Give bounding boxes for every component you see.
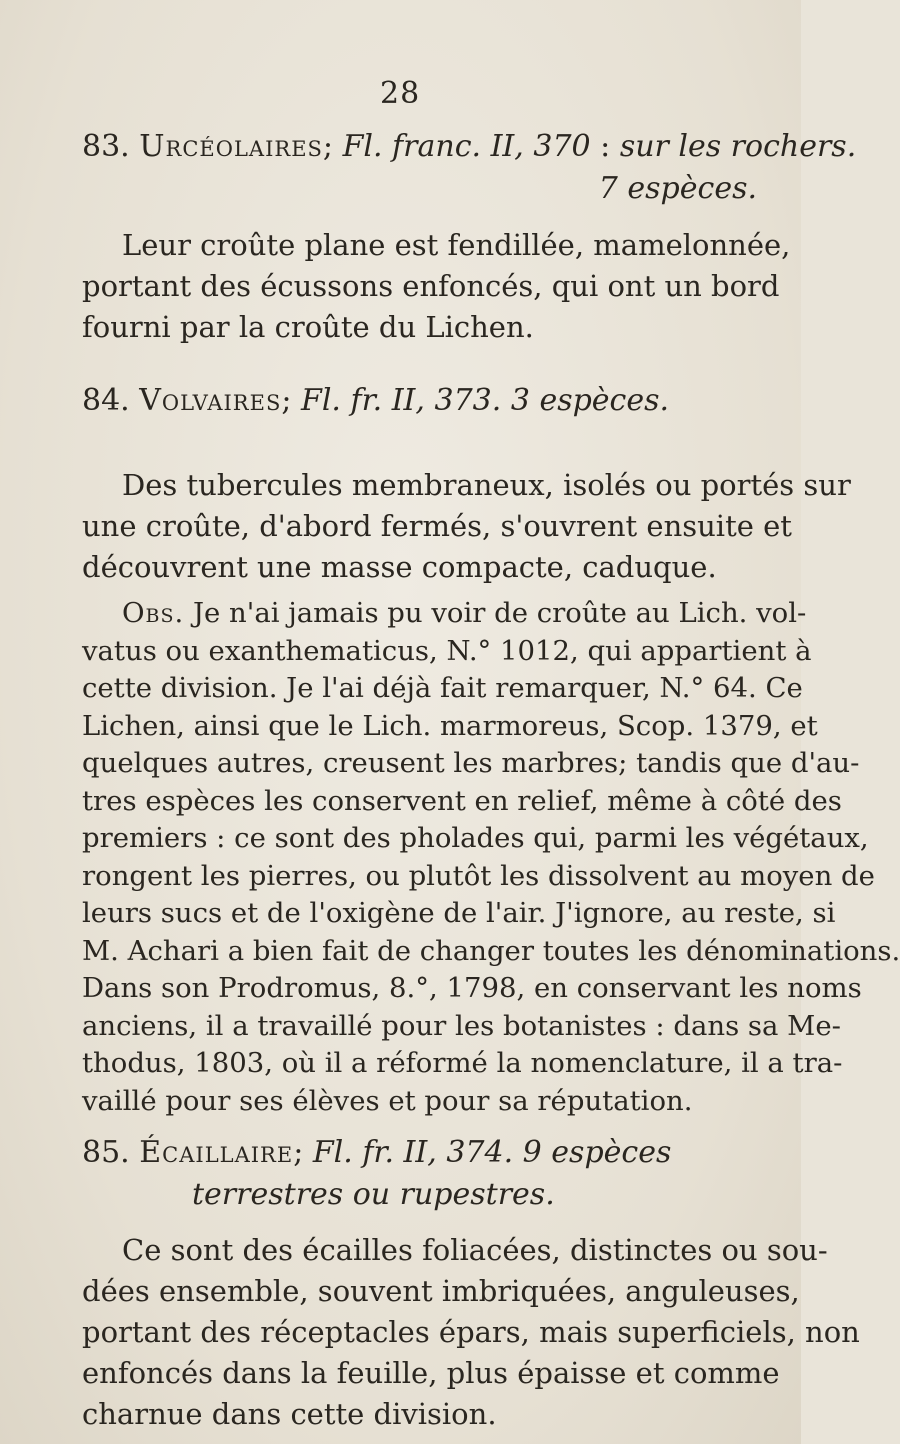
section-85-heading: 85. Écaillaire; Fl. fr. II, 374. 9 espèces terrestres ou rupestres. — [82, 1135, 672, 1212]
section-habitat: sur les rochers. — [619, 129, 857, 164]
section-reference: Fl. fr. II, 374. — [312, 1135, 514, 1170]
text-line: portant des écussons enfoncés, qui ont un bord — [82, 269, 780, 303]
text-line: tres espèces les conservent en relief, même à côté des — [82, 784, 842, 817]
page-number: 28 — [380, 76, 421, 111]
text-line: fourni par la croûte du Lichen. — [82, 310, 534, 344]
section-name: Écaillaire — [139, 1135, 294, 1170]
observation-label: Obs. — [122, 597, 185, 629]
text-line: leurs sucs et de l'oxigène de l'air. J'ignore, au reste, si — [82, 897, 836, 929]
text-line: Des tubercules membraneux, isolés ou portés sur — [122, 468, 851, 502]
text-line: Dans son Prodromus, 8.°, 1798, en conservant les noms — [82, 972, 862, 1004]
text-line: charnue dans cette division. — [82, 1397, 497, 1431]
section-species-count: 7 espèces. — [598, 171, 757, 206]
section-84-observation — [82, 595, 900, 1120]
section-habitat: terrestres ou rupestres. — [192, 1177, 555, 1212]
text-line: Je n'ai jamais pu voir de croûte au Lich. vol- — [193, 597, 807, 629]
text-line: une croûte, d'abord fermés, s'ouvrent ensuite et — [82, 509, 792, 543]
text-line: thodus, 1803, où il a réformé la nomenclature, il a tra- — [82, 1047, 843, 1079]
text-line: Lichen, ainsi que le Lich. marmoreus, Scop. 1379, et — [82, 709, 818, 742]
text-line: portant des réceptacles épars, mais superficiels, non — [82, 1315, 860, 1349]
section-name: Urcéolaires — [139, 129, 323, 164]
text-line: dées ensemble, souvent imbriquées, anguleuses, — [82, 1274, 800, 1308]
section-number: 85. — [82, 1135, 130, 1170]
section-species-count: 9 espèces — [522, 1135, 672, 1170]
text-line: vaillé pour ses élèves et pour sa réputation. — [82, 1084, 693, 1117]
text-line: vatus ou exanthematicus, N.° 1012, qui appartient à — [82, 634, 812, 667]
section-name: Volvaires — [139, 383, 282, 418]
section-number: 83. — [82, 129, 130, 164]
text-line: premiers : ce sont des pholades qui, parmi les végétaux, — [82, 822, 869, 854]
text-line: anciens, il a travaillé pour les botanistes : dans sa Me- — [82, 1009, 841, 1042]
text-line: cette division. Je l'ai déjà fait remarquer, N.° 64. Ce — [82, 672, 803, 704]
section-84-body — [82, 465, 851, 588]
section-reference: Fl. fr. II, 373. — [301, 383, 502, 418]
section-number: 84. — [82, 383, 130, 418]
section-84-heading: 84. Volvaires; Fl. fr. II, 373. 3 espèces. — [82, 383, 670, 418]
text-line: découvrent une masse compacte, caduque. — [82, 550, 717, 584]
text-line: M. Achari a bien fait de changer toutes les dénominations. — [82, 934, 900, 967]
text-line: Leur croûte plane est fendillée, mamelonnée, — [122, 228, 791, 262]
section-83-body — [82, 225, 791, 348]
text-line: rongent les pierres, ou plutôt les dissolvent au moyen de — [82, 859, 875, 892]
section-85-body — [82, 1230, 860, 1435]
section-species-count: 3 espèces. — [510, 383, 670, 418]
section-83-heading: 83. Urcéolaires; Fl. franc. II, 370 : sur les rochers. 7 espèces. — [82, 129, 857, 206]
section-reference: Fl. franc. II, 370 — [342, 129, 591, 164]
text-line: enfoncés dans la feuille, plus épaisse et comme — [82, 1356, 780, 1390]
text-line: quelques autres, creusent les marbres; tandis que d'au- — [82, 747, 860, 779]
text-line: Ce sont des écailles foliacées, distinctes ou sou- — [122, 1233, 828, 1267]
